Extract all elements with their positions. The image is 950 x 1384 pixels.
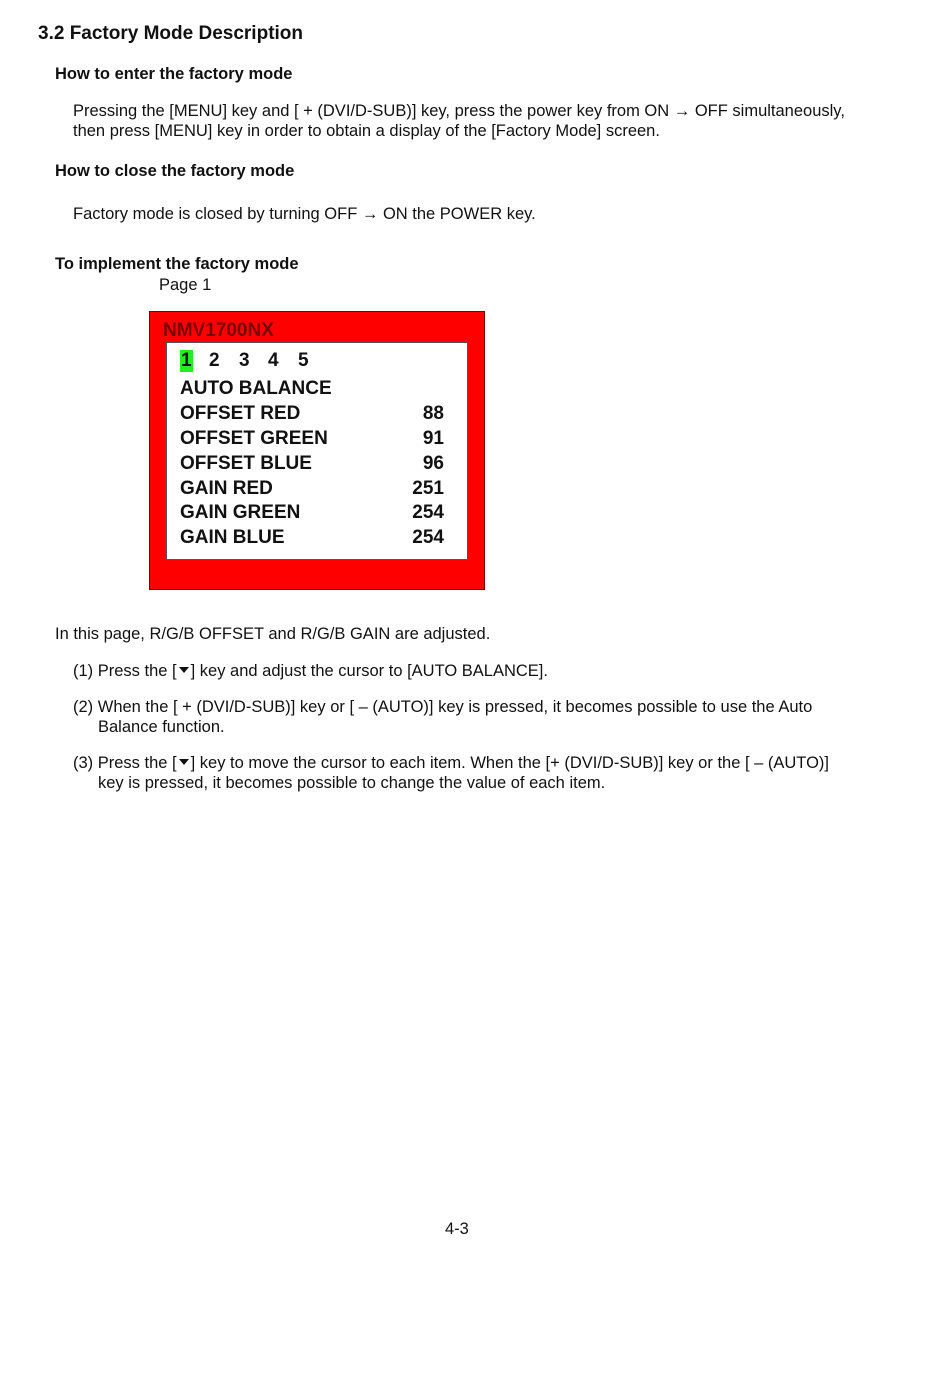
osd-tabs [180, 350, 320, 374]
step-3-post: ] key to move the cursor to each item. When the [+ (DVI/D-SUB)] key or the [ – (AUTO)] [190, 754, 830, 772]
osd-row-value: 88 [422, 403, 444, 424]
osd-row-value: 254 [412, 502, 444, 523]
osd-row-label: OFFSET GREEN [180, 428, 328, 449]
osd-row-label: GAIN GREEN [180, 502, 301, 523]
osd-row-gain-blue[interactable] [180, 527, 444, 551]
close-heading: How to close the factory mode [55, 162, 295, 180]
osd-row-value: 91 [422, 428, 444, 449]
enter-heading: How to enter the factory mode [55, 65, 293, 83]
close-text: Factory mode is closed by turning OFF → ON the POWER key. [73, 205, 536, 223]
step-2-line-1: (2) When the [ + (DVI/D-SUB)] key or [ – (AUTO)] key is pressed, it becomes possible to use the Auto [73, 698, 813, 716]
step-1-post: ] key and adjust the cursor to [AUTO BALANCE]. [190, 662, 548, 680]
osd-row-value: 254 [412, 527, 444, 548]
osd-tab-5[interactable]: 5 [298, 350, 309, 371]
osd-row-label: GAIN BLUE [180, 527, 285, 548]
osd-row-gain-green[interactable] [180, 502, 444, 526]
down-triangle-icon [179, 667, 189, 673]
enter-line-1: Pressing the [MENU] key and [ + (DVI/D-SUB)] key, press the power key from ON → OFF simultaneously, [73, 102, 845, 120]
osd-tab-1[interactable]: 1 [181, 350, 192, 371]
osd-row-offset-blue[interactable] [180, 453, 444, 477]
osd-model-title: NMV1700NX [163, 320, 274, 341]
osd-tab-3[interactable]: 3 [239, 350, 250, 371]
osd-auto-balance[interactable]: AUTO BALANCE [180, 378, 332, 399]
page-label: Page 1 [159, 276, 212, 294]
osd-row-gain-red[interactable] [180, 478, 444, 502]
step-3-line-1 [73, 753, 879, 773]
implement-heading: To implement the factory mode [55, 255, 299, 273]
step-2-line-2: Balance function. [98, 718, 225, 736]
osd-row-value: 96 [422, 453, 444, 474]
osd-row-offset-red[interactable] [180, 403, 444, 427]
osd-row-label: GAIN RED [180, 478, 273, 499]
step-3-line-2: key is pressed, it becomes possible to change the value of each item. [98, 774, 606, 792]
down-triangle-icon [179, 759, 189, 765]
section-title: 3.2 Factory Mode Description [38, 23, 304, 44]
osd-tab-4[interactable]: 4 [268, 350, 279, 371]
page-number: 4-3 [445, 1220, 469, 1238]
osd-row-label: OFFSET RED [180, 403, 301, 424]
step-1-pre: (1) Press the [ [73, 662, 177, 680]
enter-line-2: then press [MENU] key in order to obtain a display of the [Factory Mode] screen. [73, 122, 660, 140]
step-1 [73, 661, 548, 681]
osd-row-value: 251 [412, 478, 444, 499]
osd-row-offset-green[interactable] [180, 428, 444, 452]
osd-tab-2[interactable]: 2 [209, 350, 220, 371]
intro-text: In this page, R/G/B OFFSET and R/G/B GAIN are adjusted. [55, 625, 491, 643]
step-3-pre: (3) Press the [ [73, 754, 177, 772]
osd-row-label: OFFSET BLUE [180, 453, 312, 474]
